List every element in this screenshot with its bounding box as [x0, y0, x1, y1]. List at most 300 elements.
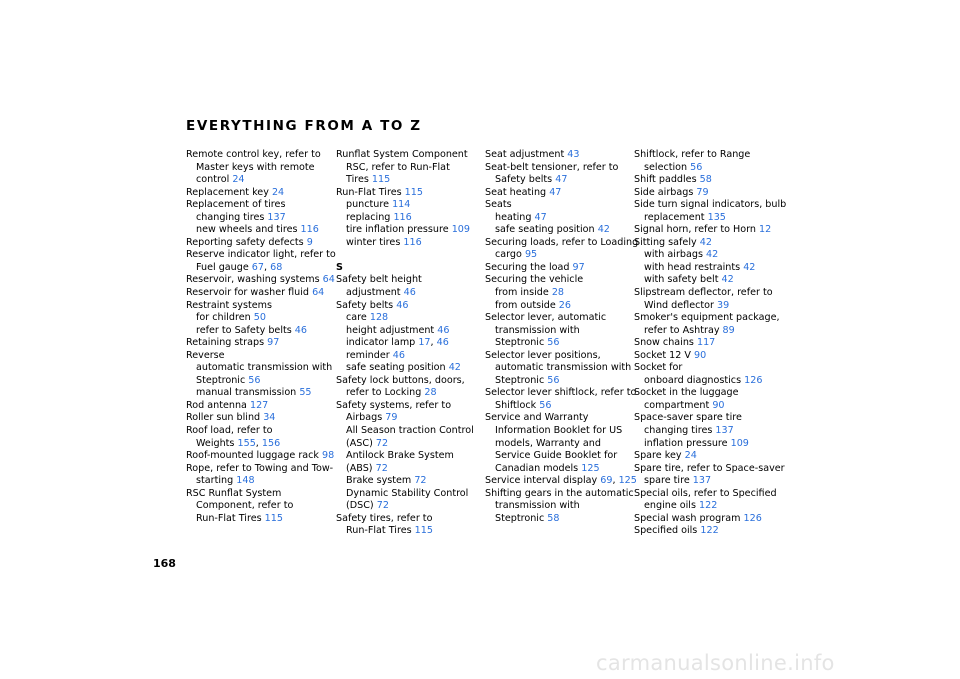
index-entry: [485, 174, 635, 187]
entry-text: height adjustment: [346, 324, 438, 336]
entry-text: Rope, refer to Towing and Tow-: [186, 462, 334, 474]
page-link[interactable]: 148: [236, 475, 255, 487]
page-link[interactable]: 115: [371, 174, 391, 186]
index-entry: [186, 488, 336, 501]
entry-text: Shiftlock, refer to Range: [634, 149, 751, 160]
index-entry: [186, 513, 336, 526]
page-link[interactable]: 128: [369, 312, 389, 324]
page-link[interactable]: 56: [539, 399, 552, 411]
index-entry: [634, 262, 784, 275]
page-link[interactable]: 56: [248, 374, 261, 386]
entry-text: changing tires: [196, 211, 268, 223]
index-entry: [186, 400, 336, 413]
entry-text: replacement: [644, 211, 708, 223]
index-entry: [485, 162, 635, 175]
entry-text: Shiftlock: [495, 399, 540, 411]
page-link[interactable]: 97: [267, 337, 280, 349]
index-column-4: [634, 149, 787, 538]
index-entry: [634, 212, 784, 225]
index-entry: [336, 400, 486, 413]
index-entry: [634, 149, 784, 162]
index-entry: [186, 375, 336, 388]
page-link[interactable]: 64: [322, 274, 335, 286]
entry-text: Smoker's equipment package,: [634, 312, 780, 324]
entry-text: with airbags: [644, 249, 706, 261]
index-entry: [186, 287, 336, 300]
index-entry: [186, 475, 336, 488]
index-entry: [634, 337, 784, 350]
entry-text: Information Booklet for US: [495, 425, 623, 437]
entry-text: Reporting safety defects: [186, 236, 307, 248]
entry-text: Socket in the luggage: [634, 387, 739, 399]
index-entry: [634, 450, 784, 463]
page-link[interactable]: 72: [375, 437, 389, 449]
index-entry: [634, 274, 784, 287]
page-link[interactable]: 69: [600, 475, 613, 487]
index-entry: [186, 224, 336, 237]
page-link[interactable]: 42: [743, 261, 756, 273]
entry-text: Roof-mounted luggage rack: [186, 450, 323, 462]
entry-text: Replacement of tires: [186, 199, 286, 211]
index-entry: [336, 525, 486, 538]
entry-text: Selector lever, automatic: [485, 312, 607, 324]
index-entry: [634, 237, 784, 250]
index-entry: [186, 174, 336, 187]
page-link[interactable]: 90: [712, 399, 725, 411]
index-entry: [485, 187, 635, 200]
page-link[interactable]: 122: [700, 525, 719, 537]
index-entry: [485, 325, 635, 338]
index-entry: [634, 224, 784, 237]
index-entry: [485, 400, 635, 413]
index-entry: [485, 262, 635, 275]
page-link[interactable]: 156: [261, 437, 281, 449]
entry-text: for children: [196, 312, 254, 324]
page-link[interactable]: 64: [312, 287, 325, 299]
index-entry: [634, 412, 784, 425]
entry-text: Safety belts: [336, 299, 397, 311]
page-link[interactable]: 56: [547, 337, 560, 349]
page-link[interactable]: 42: [448, 362, 461, 374]
entry-text: Steptronic: [495, 374, 548, 386]
page-link[interactable]: 115: [404, 186, 423, 198]
page-link[interactable]: 47: [534, 211, 547, 223]
page-link[interactable]: 109: [451, 224, 471, 236]
index-entry: [485, 300, 635, 313]
index-entry: [485, 488, 635, 501]
entry-text: Selector lever shiftlock, refer to: [485, 387, 637, 399]
index-entry: [336, 199, 486, 212]
entry-text: control: [196, 174, 233, 186]
entry-text: heating: [495, 211, 535, 223]
entry-text: Wind deflector: [644, 299, 717, 311]
index-entry: [485, 438, 635, 451]
index-entry: [336, 463, 486, 476]
index-entry: [485, 274, 635, 287]
entry-text: winter tires: [346, 236, 404, 248]
entry-text: spare tire: [644, 475, 693, 487]
page-link[interactable]: 42: [699, 236, 712, 248]
index-entry: Fuel gauge 67, 68: [196, 261, 283, 273]
page-link[interactable]: 90: [694, 349, 707, 361]
entry-text: Safety tires, refer to: [336, 512, 433, 524]
index-entry: [634, 525, 784, 538]
page-link[interactable]: 67: [251, 261, 265, 273]
page-link[interactable]: 46: [396, 299, 409, 311]
index-entry: [634, 187, 784, 200]
page-link[interactable]: 24: [232, 174, 245, 186]
entry-text: Slipstream deflector, refer to: [634, 287, 773, 299]
entry-text: (ASC): [346, 437, 376, 449]
index-entry: [186, 337, 336, 350]
entry-text: Reserve indicator light, refer to: [186, 249, 336, 261]
entry-text: Snow chains: [634, 337, 697, 349]
page-link[interactable]: 155: [237, 437, 256, 449]
entry-text: refer to Locking: [346, 387, 425, 399]
index-entry: [186, 412, 336, 425]
page-link[interactable]: 24: [271, 186, 285, 198]
index-entry: [634, 425, 784, 438]
index-entry: Service interval display 69, 125: [485, 475, 637, 487]
page-link[interactable]: 12: [759, 224, 772, 236]
index-entry: [634, 513, 784, 526]
index-entry: [186, 387, 336, 400]
page-link[interactable]: 115: [414, 525, 433, 537]
index-entry: [186, 249, 336, 262]
entry-text: Fuel gauge: [196, 261, 252, 273]
page-link[interactable]: 114: [392, 199, 411, 211]
entry-text: Master keys with remote: [196, 161, 315, 173]
page-link[interactable]: 79: [696, 186, 709, 198]
entry-text: Socket 12 V: [634, 349, 695, 361]
index-entry: [634, 300, 784, 313]
page-link[interactable]: 95: [524, 249, 538, 261]
index-entry: [485, 149, 635, 162]
page-link[interactable]: 43: [567, 149, 580, 160]
entry-text: engine oils: [644, 500, 700, 512]
entry-text: Steptronic: [495, 512, 548, 524]
index-entry: [634, 287, 784, 300]
page-link[interactable]: 127: [249, 399, 269, 411]
entry-text: compartment: [644, 399, 713, 411]
entry-text: Service and Warranty: [485, 412, 589, 424]
index-entry: [485, 362, 635, 375]
index-entry: [485, 350, 635, 363]
page-link[interactable]: 9: [306, 236, 313, 248]
entry-text: care: [346, 312, 370, 324]
section-letter: [336, 262, 486, 275]
entry-text: Run-Flat Tires: [336, 186, 405, 198]
page-link[interactable]: 47: [549, 186, 562, 198]
index-entry: [186, 149, 336, 162]
entry-text: tire inflation pressure: [346, 224, 452, 236]
page-link[interactable]: 46: [436, 337, 449, 349]
page-link[interactable]: 109: [730, 437, 749, 449]
index-entry: [634, 249, 784, 262]
page-link[interactable]: 116: [393, 211, 412, 223]
page-link[interactable]: 68: [270, 261, 283, 273]
index-entry: [336, 325, 486, 338]
page-link[interactable]: 135: [707, 211, 726, 223]
index-entry: [186, 500, 336, 513]
page-link[interactable]: 58: [547, 512, 560, 524]
page-link[interactable]: 46: [294, 324, 308, 336]
index-entry: [634, 362, 784, 375]
page-number: 168: [153, 557, 176, 570]
entry-text: cargo: [495, 249, 525, 261]
entry-text: Socket for: [634, 362, 683, 374]
entry-text: Specified oils: [634, 525, 701, 537]
entry-text: Signal horn, refer to Horn: [634, 224, 760, 236]
page-link[interactable]: 137: [715, 425, 734, 437]
entry-text: Securing loads, refer to Loading: [485, 236, 639, 248]
page-link[interactable]: 56: [547, 374, 560, 386]
page-link[interactable]: 55: [299, 387, 312, 399]
index-entry: [186, 362, 336, 375]
entry-text: Space-saver spare tire: [634, 412, 742, 424]
page-link[interactable]: 72: [414, 475, 427, 487]
entry-text: safe seating position: [346, 362, 449, 374]
page-link[interactable]: 28: [424, 387, 437, 399]
index-entry: [336, 212, 486, 225]
index-entry: [485, 463, 635, 476]
page-link[interactable]: 58: [699, 174, 712, 186]
page-link[interactable]: 50: [253, 312, 267, 324]
entry-text: Reverse: [186, 349, 225, 361]
page-link[interactable]: 42: [721, 274, 734, 286]
entry-text: transmission with: [495, 500, 580, 512]
entry-text: Seat heating: [485, 186, 550, 198]
entry-text: Safety belt height: [336, 274, 422, 286]
entry-text: Safety systems, refer to: [336, 399, 452, 411]
index-entry: [485, 312, 635, 325]
page-link[interactable]: 26: [558, 299, 572, 311]
entry-text: Special oils, refer to Specified: [634, 487, 777, 499]
entry-text: S: [336, 261, 343, 273]
entry-text: Runflat System Component: [336, 149, 468, 160]
index-entry: [186, 199, 336, 212]
entry-text: replacing: [346, 211, 394, 223]
index-entry: [336, 362, 486, 375]
page-link[interactable]: 125: [618, 475, 637, 487]
entry-text: Component, refer to: [196, 500, 294, 512]
entry-text: RSC Runflat System: [186, 487, 282, 499]
page-link[interactable]: 42: [706, 249, 719, 261]
index-entry: [336, 187, 486, 200]
page-link[interactable]: 126: [743, 512, 762, 524]
page-link[interactable]: 122: [699, 500, 718, 512]
entry-text: Roller sun blind: [186, 412, 264, 424]
entry-text: Service Guide Booklet for: [495, 450, 618, 462]
page-link[interactable]: 117: [696, 337, 716, 349]
index-entry: [336, 438, 486, 451]
entry-text: transmission with: [495, 324, 580, 336]
index-entry: [336, 312, 486, 325]
index-column-1: [186, 149, 336, 525]
index-entry: [336, 425, 486, 438]
page-link[interactable]: 39: [717, 299, 730, 311]
index-entry: [485, 375, 635, 388]
index-entry: [485, 236, 639, 250]
entry-text: Tires: [346, 174, 372, 186]
page-link[interactable]: 24: [684, 450, 697, 462]
entry-text: Steptronic: [196, 374, 249, 386]
index-entry: [634, 400, 784, 413]
index-entry: [485, 412, 635, 425]
page-link[interactable]: 72: [375, 462, 388, 474]
entry-text: Side airbags: [634, 186, 697, 198]
entry-text: Seat-belt tensioner, refer to: [485, 161, 619, 173]
page-link[interactable]: 116: [300, 224, 319, 236]
page-link[interactable]: 28: [551, 287, 565, 299]
index-entry: [634, 375, 784, 388]
index-entry: [634, 199, 787, 212]
entry-text: indicator lamp: [346, 337, 419, 349]
index-entry: [336, 287, 486, 300]
entry-text: Safety belts: [495, 174, 556, 186]
entry-text: changing tires: [644, 425, 716, 437]
entry-text: safe seating position: [495, 224, 598, 236]
entry-text: Run-Flat Tires: [346, 525, 415, 537]
entry-text: Sitting safely: [634, 236, 700, 248]
entry-text: RSC, refer to Run-Flat: [346, 161, 450, 173]
page-link[interactable]: 89: [722, 324, 735, 336]
page-link[interactable]: 46: [403, 287, 416, 299]
page-link[interactable]: 126: [744, 374, 763, 386]
index-entry: [186, 300, 336, 313]
index-entry: [634, 350, 784, 363]
entry-text: Airbags: [346, 412, 386, 424]
entry-text: puncture: [346, 199, 393, 211]
index-entry: [186, 212, 336, 225]
page-link[interactable]: 42: [597, 224, 610, 236]
entry-text: Antilock Brake System: [346, 450, 454, 462]
entry-text: Replacement key: [186, 186, 272, 198]
page-link[interactable]: 97: [572, 261, 585, 273]
entry-text: Service interval display: [485, 475, 601, 487]
index-entry: [336, 375, 486, 388]
page-link[interactable]: 34: [263, 412, 276, 424]
index-entry: [485, 199, 635, 212]
entry-text: Seat adjustment: [485, 149, 568, 160]
index-entry: [186, 187, 336, 200]
index-entry: [336, 300, 486, 313]
page-link[interactable]: 46: [437, 324, 450, 336]
entry-text: from outside: [495, 299, 559, 311]
entry-text: Safety lock buttons, doors,: [336, 374, 465, 386]
index-entry: [186, 162, 336, 175]
entry-text: Steptronic: [495, 337, 548, 349]
entry-text: Roof load, refer to: [186, 425, 273, 437]
entry-text: Canadian models: [495, 462, 582, 474]
index-entry: [336, 174, 486, 187]
index-column-3: [485, 149, 639, 525]
index-entry: [634, 312, 784, 325]
index-entry: [336, 149, 486, 162]
index-entry: [634, 387, 784, 400]
watermark: carmanualsonline.info: [596, 651, 835, 675]
entry-text: new wheels and tires: [196, 224, 301, 236]
index-entry: [634, 438, 784, 451]
entry-text: Reservoir, washing systems: [186, 274, 323, 286]
entry-text: with head restraints: [644, 261, 744, 273]
index-entry: [336, 274, 486, 287]
index-entry: [186, 463, 336, 476]
entry-text: inflation pressure: [644, 437, 731, 449]
index-entry: [634, 174, 784, 187]
entry-text: Rod antenna: [186, 399, 250, 411]
index-entry: [634, 325, 784, 338]
index-entry: [186, 425, 336, 438]
index-entry: [485, 500, 635, 513]
entry-text: Securing the load: [485, 261, 573, 273]
index-entry: [485, 337, 635, 350]
entry-text: selection: [644, 161, 691, 173]
index-entry: [485, 224, 635, 237]
index-entry: indicator lamp 17, 46: [346, 337, 449, 349]
page-link[interactable]: 115: [264, 512, 283, 524]
entry-text: onboard diagnostics: [644, 374, 745, 386]
page-link[interactable]: 56: [690, 161, 703, 173]
entry-text: from inside: [495, 287, 552, 299]
index-entry: [186, 450, 336, 463]
page-link[interactable]: 17: [418, 337, 431, 349]
index-entry: [336, 488, 486, 501]
page-link[interactable]: 79: [385, 412, 398, 424]
entry-text: refer to Safety belts: [196, 324, 295, 336]
entry-text: Retaining straps: [186, 337, 268, 349]
entry-text: starting: [196, 475, 237, 487]
index-entry: [485, 287, 635, 300]
index-entry: [634, 475, 784, 488]
page-link[interactable]: 137: [692, 475, 712, 487]
index-entry: [336, 350, 486, 363]
entry-text: Spare key: [634, 450, 685, 462]
index-entry: [336, 475, 486, 488]
index-entry: [485, 212, 635, 225]
entry-text: adjustment: [346, 287, 404, 299]
entry-text: Shift paddles: [634, 174, 700, 186]
index-entry: [634, 500, 784, 513]
index-entry: Weights 155, 156: [196, 437, 281, 449]
entry-text: manual transmission: [196, 387, 300, 399]
page-link[interactable]: 98: [322, 450, 335, 462]
index-entry: [336, 387, 486, 400]
index-entry: [336, 500, 486, 513]
entry-text: Shifting gears in the automatic: [485, 487, 634, 499]
index-entry: [485, 249, 635, 262]
page-link[interactable]: 47: [555, 174, 568, 186]
index-entry: [634, 463, 784, 476]
entry-text: models, Warranty and: [495, 437, 601, 449]
page-link[interactable]: 116: [403, 236, 422, 248]
entry-text: Restraint systems: [186, 299, 272, 311]
index-entry: [186, 274, 336, 287]
entry-text: Seats: [485, 199, 512, 211]
index-entry: [634, 162, 784, 175]
page-link[interactable]: 125: [581, 462, 600, 474]
index-entry: [485, 450, 635, 463]
entry-text: Selector lever positions,: [485, 349, 601, 361]
entry-text: (ABS): [346, 462, 376, 474]
page-link[interactable]: 46: [392, 349, 405, 361]
entry-text: automatic transmission with: [495, 362, 632, 374]
page-link[interactable]: 137: [267, 211, 286, 223]
index-entry: [485, 425, 635, 438]
index-entry: [336, 412, 486, 425]
page-link[interactable]: 72: [376, 500, 389, 512]
entry-text: Spare tire, refer to Space-saver: [634, 462, 785, 474]
